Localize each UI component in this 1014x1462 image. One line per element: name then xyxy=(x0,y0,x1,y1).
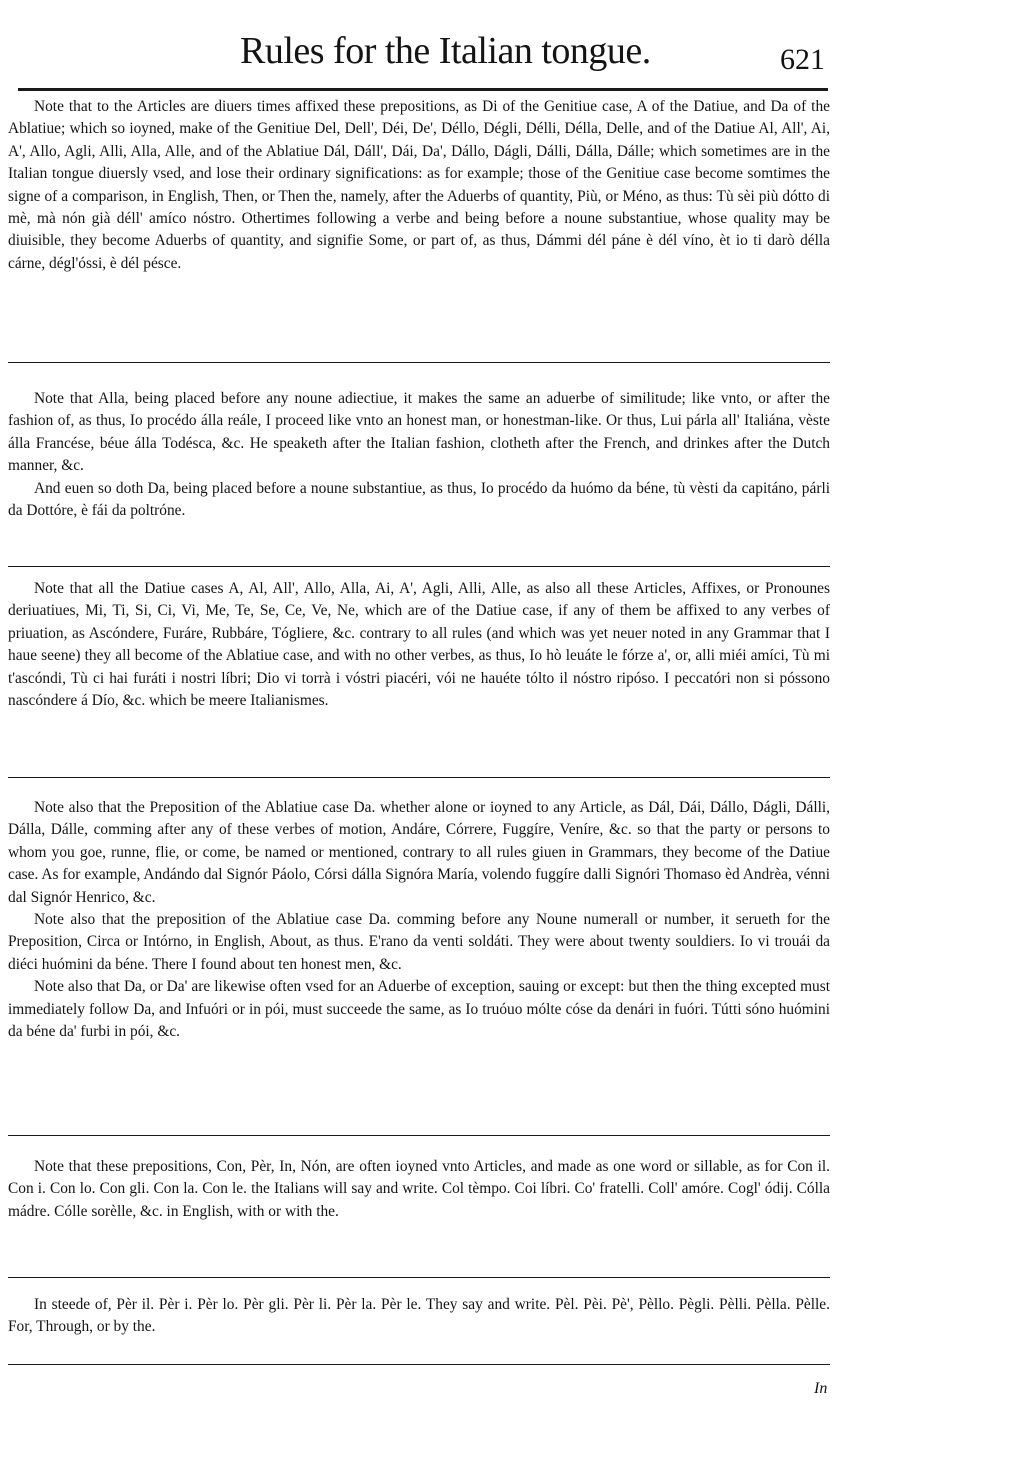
paragraph: Note also that the preposition of the Ablatiue case Da. comming before any Noune numerall or number, it serueth for the Preposition, Circa or Intórno, in English, About, as thus. E'rano da venti soldáti. They were about twenty souldiers. Io vi trouái da diéci huómini da béne. There I found about ten honest men, &c. xyxy=(8,911,830,973)
paragraph: In steede of, Pèr il. Pèr i. Pèr lo. Pèr gli. Pèr li. Pèr la. Pèr le. They say and write. Pèl. Pèi. Pè', Pèllo. Pègli. Pèlli. Pèlla. Pèlle. For, Through, or by the. xyxy=(8,1296,830,1336)
section-divider xyxy=(8,777,830,778)
section-alla-similitude xyxy=(8,388,830,522)
section-datiue-priuation xyxy=(8,578,830,712)
paragraph: Note that all the Datiue cases A, Al, All', Allo, Alla, Ai, A', Agli, Alli, Alle, as also all these Articles, Affixes, or Pronounes deriuatiues, Mi, Ti, Si, Ci, Vi, Me, Te, Se, Ce, Ve, Ne, which are of the Datiue case, if any of them be affixed to any verbes of priuation, as Ascóndere, Furáre, Rubbáre, Tógliere, &c. contrary to all rules (and which was yet neuer noted in any Grammar that I haue seene) they all become of the Ablatiue case, and with no other verbes, as thus, Io hò leuáte le fórze a', or, alli miéi amíci, Tù mi t'ascóndi, Tù ci hai furáti i nostri líbri; Dio vi torrà i vóstri piacéri, vói ne hauéte tólto il nóstro ripóso. I peccatóri non si póssono nascóndere á Dío, &c. which be meere Italianismes. xyxy=(8,580,830,710)
section-divider xyxy=(8,1277,830,1278)
section-divider xyxy=(8,1364,830,1365)
paragraph: Note that Alla, being placed before any noune adiectiue, it makes the same an aduerbe of similitude; like vnto, or after the fashion of, as thus, Io procédo álla reále, I proceed like vnto an honest man, or honestman-like. Or thus, Lui párla all' Italiána, vèste álla Francése, béue álla Todésca, &c. He speaketh after the Italian fashion, clotheth after the French, and drinkes after the Dutch manner, &c. xyxy=(8,390,830,475)
paragraph: Note also that Da, or Da' are likewise often vsed for an Aduerbe of exception, sauing or except: but then the thing excepted must immediately follow Da, and Infuóri or in pói, must succeede the same, as Io truóuo mólte cóse da denári in fuóri. Tútti sóno huómini da béne da' furbi in pói, &c. xyxy=(8,978,830,1041)
header-rule xyxy=(18,88,828,91)
section-per-contractions xyxy=(8,1294,830,1339)
section-ablatiue-da xyxy=(8,797,830,1043)
section-con-per-articles xyxy=(8,1156,830,1223)
page-number: 621 xyxy=(780,43,825,76)
paragraph: Note also that the Preposition of the Ablatiue case Da. whether alone or ioyned to any Article, as Dál, Dái, Dállo, Dágli, Dálli, Dálla, Dálle, comming after any of these verbes of motion, Andáre, Córrere, Fuggíre, Veníre, &c. so that the party or persons to whom you goe, runne, flie, or come, be named or mentioned, contrary to all rules giuen in Grammars, they become of the Datiue case. As for example, Andándo dal Signór Páolo, Córsi dálla Signóra María, volendo fuggíre dalli Signóri Thomaso èd Andrèa, vénni dal Signór Henrico, &c. xyxy=(8,799,830,906)
paragraph: Note that to the Articles are diuers times affixed these prepositions, as Di of the Genitiue case, A of the Datiue, and Da of the Ablatiue; which so ioyned, make of the Genitiue Del, Dell', Déi, De', Déllo, Dégli, Délli, Délla, Delle, and of the Datiue Al, All', Ai, A', Allo, Agli, Alli, Alla, Alle, and of the Ablatiue Dál, Dáll', Dái, Da', Dállo, Dágli, Dálli, Dálla, Dálle; which sometimes are in the Italian tongue diuersly vsed, and lose their ordinary significations: as for example; those of the Genitiue case become somtimes the signe of a comparison, in English, Then, or Then the, namely, after the Aduerbs of quantity, Più, or Méno, as thus: Tù sèi più dótto di mè, mà nón già déll' amíco nóstro. Othertimes following a verbe and being before a noune substantiue, whose quality may be diuisible, they become Aduerbs of quantity, and signifie Some, or part of, as thus, Dámmi dél páne è dél víno, èt io ti darò délla cárne, dégl'óssi, è dél pésce. xyxy=(8,98,830,272)
paragraph: Note that these prepositions, Con, Pèr, In, Nón, are often ioyned vnto Articles, and made as one word or sillable, as for Con il. Con i. Con lo. Con gli. Con la. Con le. the Italians will say and write. Col tèmpo. Coi líbri. Co' fratelli. Coll' amóre. Cogl' ódij. Cólla mádre. Cólle sorèlle, &c. in English, with or with the. xyxy=(8,1158,830,1220)
section-divider xyxy=(8,566,830,567)
section-divider xyxy=(8,1135,830,1136)
section-articles-prepositions xyxy=(8,96,830,275)
catchword: In xyxy=(814,1380,828,1397)
paragraph: And euen so doth Da, being placed before a noune substantiue, as thus, Io procédo da huómo da béne, tù vèsti da capitáno, párli da Dottóre, è fái da poltróne. xyxy=(8,479,830,520)
section-divider xyxy=(8,362,830,363)
running-title: Rules for the Italian tongue. xyxy=(240,30,651,72)
